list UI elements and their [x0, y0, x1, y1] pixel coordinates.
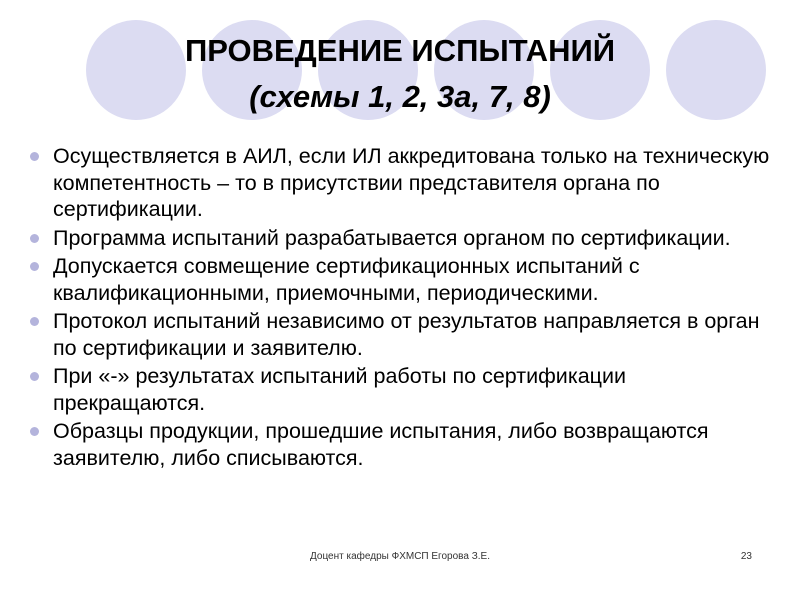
title-subtitle: (схемы 1, 2, 3а, 7, 8) [249, 79, 551, 114]
title-main: ПРОВЕДЕНИЕ ИСПЫТАНИЙ [184, 33, 616, 68]
bullet-item [30, 225, 780, 252]
bullet-text: Осуществляется в АИЛ, если ИЛ аккредитована только на техническую компетентность – то в присутствии представителя органа по сертификации. [53, 144, 770, 221]
bullet-dot-icon [30, 427, 39, 436]
slide-title [80, 28, 720, 120]
bullet-item [30, 418, 780, 471]
bullet-dot-icon [30, 317, 39, 326]
bullet-item [30, 308, 780, 361]
bullet-dot-icon [30, 372, 39, 381]
bullet-text: Допускается совмещение сертификационных испытаний с квалификационными, приемочными, периодическими. [53, 254, 640, 305]
bullet-text: Протокол испытаний независимо от результатов направляется в орган по сертификации и заявителю. [53, 309, 760, 360]
footer-author: Доцент кафедры ФХМСП Егорова З.Е. [310, 551, 490, 562]
page-number: 23 [740, 551, 752, 562]
bullet-dot-icon [30, 152, 39, 161]
bullet-item [30, 253, 780, 306]
bullet-text: При «-» результатах испытаний работы по сертификации прекращаются. [53, 364, 626, 415]
bullet-item [30, 363, 780, 416]
bullet-list [30, 143, 780, 473]
bullet-dot-icon [30, 234, 39, 243]
bullet-text: Образцы продукции, прошедшие испытания, либо возвращаются заявителю, либо списываются. [53, 419, 709, 470]
bullet-text: Программа испытаний разрабатывается органом по сертификации. [53, 225, 731, 250]
bullet-item [30, 143, 780, 223]
bullet-dot-icon [30, 262, 39, 271]
